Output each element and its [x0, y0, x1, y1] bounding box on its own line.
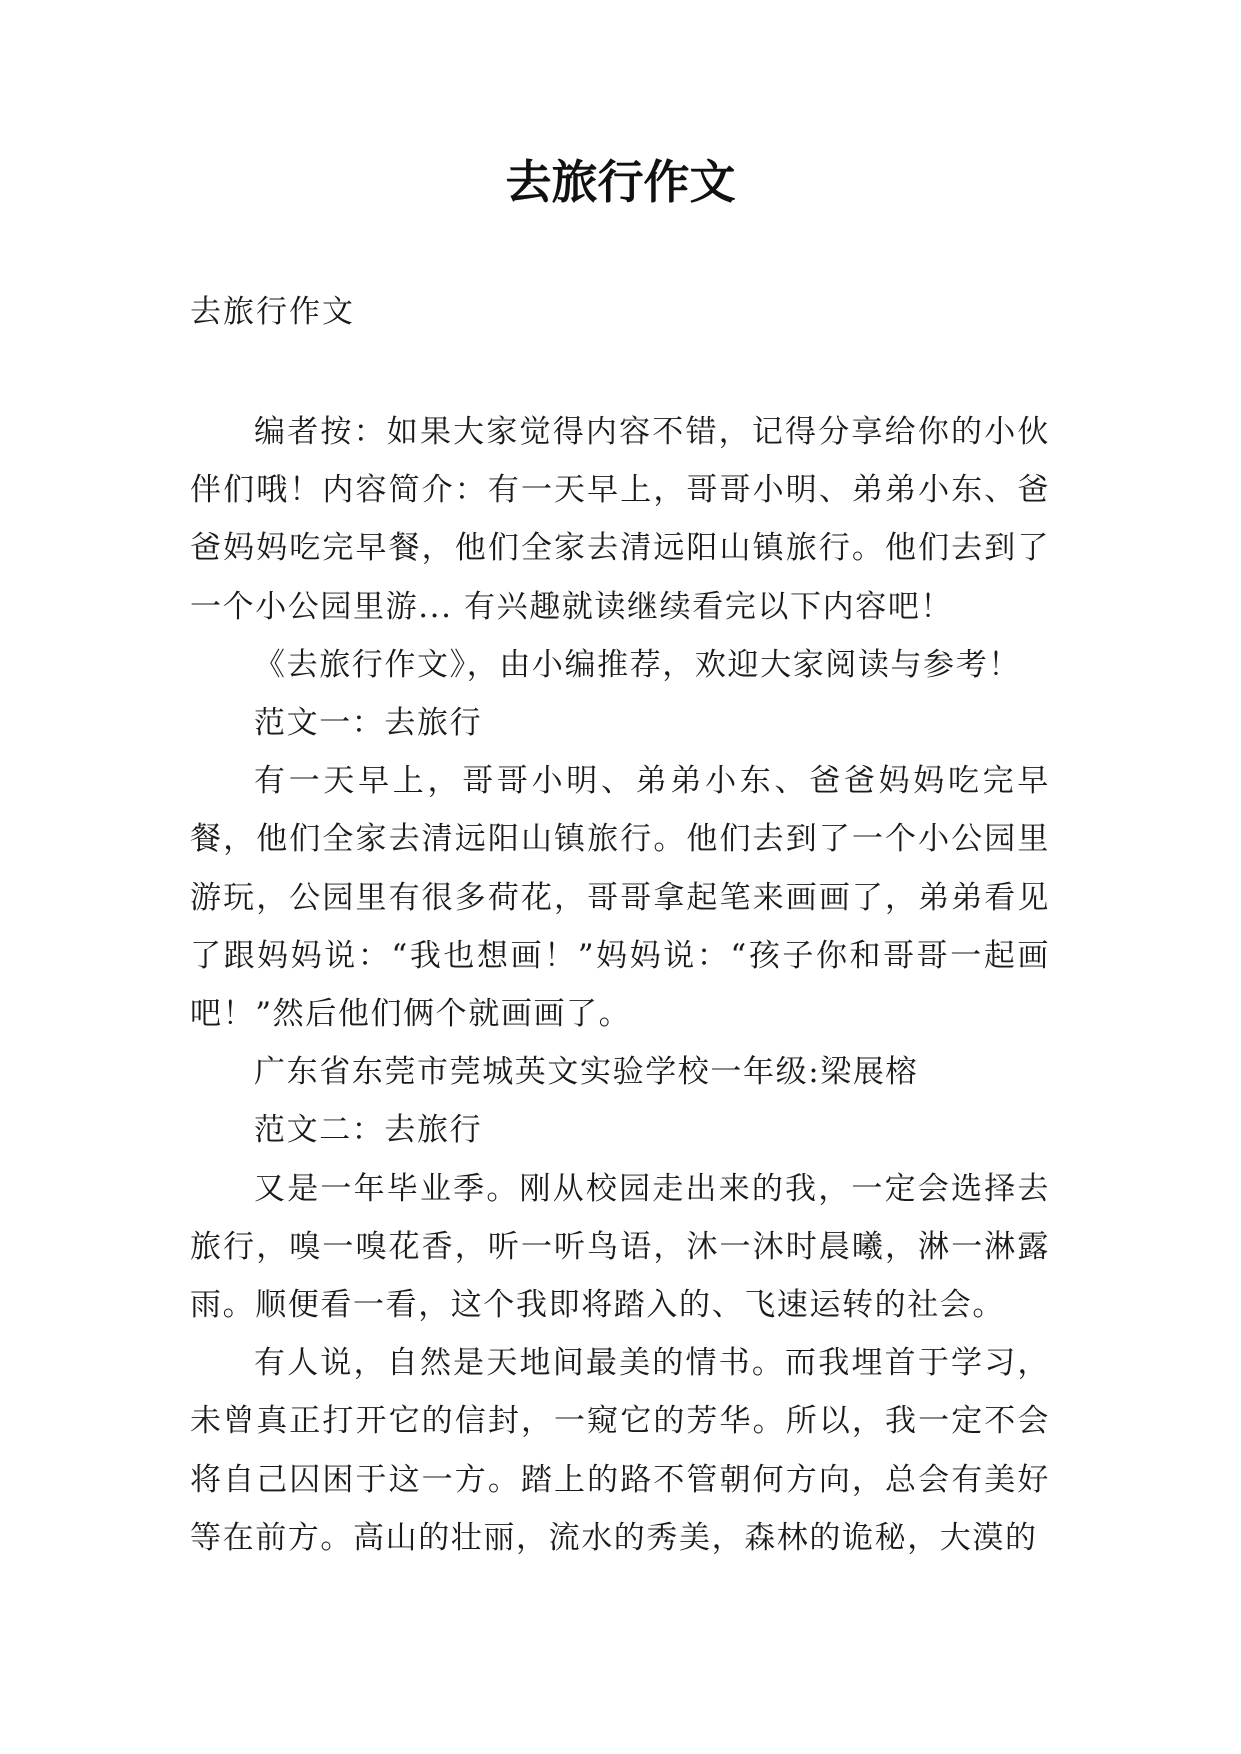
document-subtitle: 去旅行作文 — [190, 294, 355, 330]
sample-two-paragraph-1: 又是一年毕业季。刚从校园走出来的我，一定会选择去旅行，嗅一嗅花香，听一听鸟语，沐一沐时晨曦，淋一淋露雨。顺便看一看，这个我即将踏入的、飞速运转的社会。 — [190, 1170, 1050, 1324]
editor-note-paragraph: 编者按：如果大家觉得内容不错，记得分享给你的小伙伴们哦！内容简介：有一天早上，哥哥小明、弟弟小东、爸爸妈妈吃完早餐，他们全家去清远阳山镇旅行。他们去到了一个小公园里游... 有兴趣就读继续看完以下内容吧！ — [190, 414, 1050, 625]
sample-one-paragraph: 有一天早上，哥哥小明、弟弟小东、爸爸妈妈吃完早餐，他们全家去清远阳山镇旅行。他们去到了一个小公园里游玩，公园里有很多荷花，哥哥拿起笔来画画了，弟弟看见了跟妈妈说：“我也想画！”妈妈说：“孩子你和哥哥一起画吧！”然后他们俩个就画画了。 — [190, 763, 1050, 1033]
document-body — [190, 403, 1050, 1567]
sample-two-paragraph-2: 有人说，自然是天地间最美的情书。而我埋首于学习，未曾真正打开它的信封，一窥它的芳华。所以，我一定不会将自己囚困于这一方。踏上的路不管朝何方向，总会有美好等在前方。高山的壮丽，流水的秀美，森林的诡秘，大漠的 — [190, 1345, 1050, 1556]
sample-two-heading: 范文二：去旅行 — [254, 1112, 483, 1149]
document-title: 去旅行作文 — [505, 155, 736, 209]
recommendation-paragraph: 《去旅行作文》，由小编推荐，欢迎大家阅读与参考！ — [254, 646, 1021, 683]
sample-one-author: 广东省东莞市莞城英文实验学校一年级:梁展榕 — [254, 1054, 919, 1091]
sample-one-heading: 范文一：去旅行 — [254, 705, 483, 742]
